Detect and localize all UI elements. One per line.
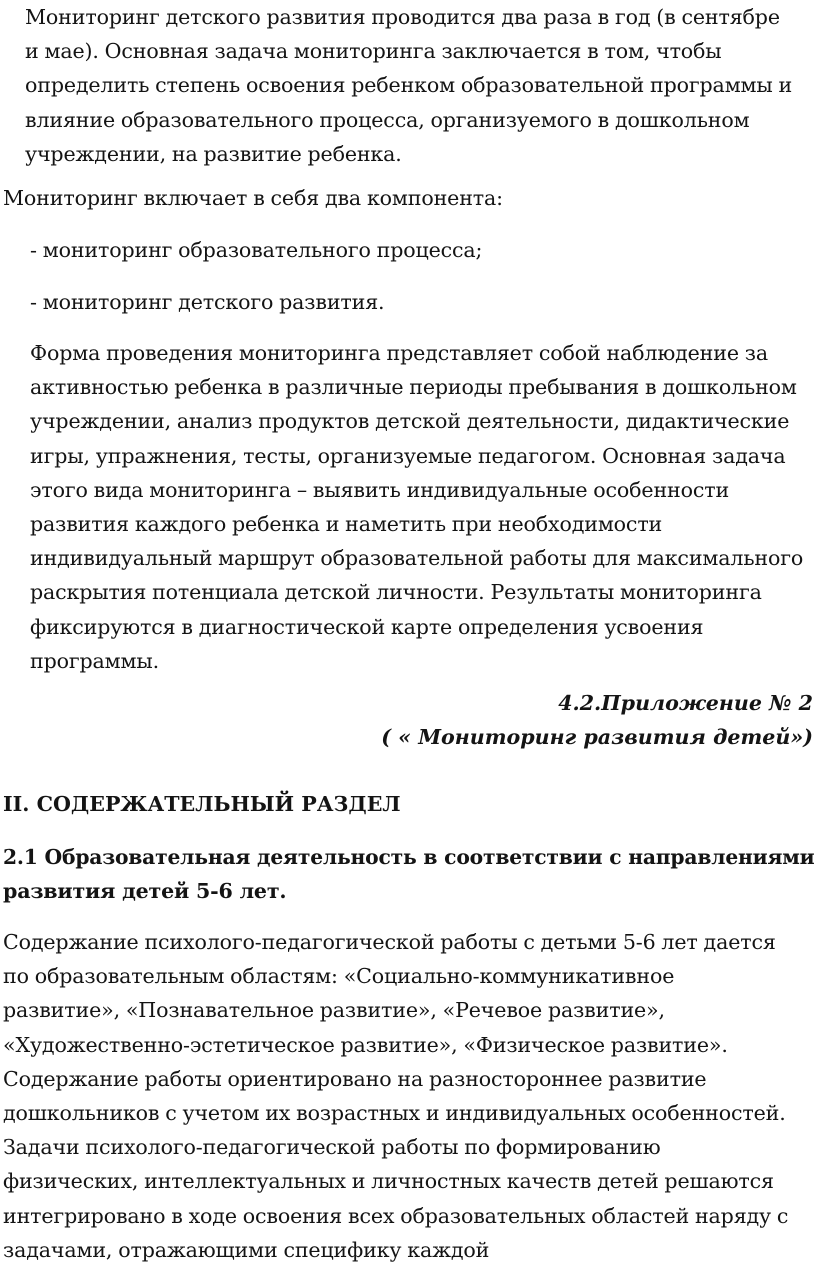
text-line: программы. <box>30 648 160 673</box>
text-line: развитие», «Познавательное развитие», «Речевое развитие», <box>3 998 665 1023</box>
appendix-title: ( « Мониторинг развития детей») <box>381 725 813 749</box>
text-line: этого вида мониторинга – выявить индивидуальные особенности <box>30 477 730 502</box>
text-line: Содержание работы ориентировано на разностороннее развитие <box>3 1066 707 1091</box>
section-heading: II. СОДЕРЖАТЕЛЬНЫЙ РАЗДЕЛ <box>3 792 401 816</box>
text-line: активностью ребенка в различные периоды пребывания в дошкольном <box>30 375 797 400</box>
text-line: интегрировано в ходе освоения всех образовательных областей наряду с <box>3 1203 789 1228</box>
text-line: раскрытия потенциала детской личности. Результаты мониторинга <box>30 580 762 605</box>
text-line: дошкольников с учетом их возрастных и индивидуальных особенностей. <box>3 1101 786 1126</box>
text-line: Мониторинг детского развития проводится два раза в год (в сентябре <box>25 5 780 29</box>
paragraph-monitoring-components: Мониторинг включает в себя два компонента: <box>3 186 503 210</box>
text-line: по образовательным областям: «Социально-коммуникативное <box>3 964 675 989</box>
list-item-child-development: - мониторинг детского развития. <box>30 290 385 314</box>
text-line: определить степень освоения ребенком образовательной программы и <box>25 73 793 98</box>
text-line: «Художественно-эстетическое развитие», «Физическое развитие». <box>3 1032 728 1057</box>
text-line: влияние образовательного процесса, организуемого в дошкольном <box>25 107 750 132</box>
text-line: задачами, отражающими специфику каждой <box>3 1237 490 1262</box>
text-line: 2.1 Образовательная деятельность в соответствии с направлениями <box>3 845 815 869</box>
appendix-number: 4.2.Приложение № 2 <box>558 691 813 715</box>
text-line: и мае). Основная задача мониторинга заключается в том, чтобы <box>25 39 722 64</box>
appendix-reference <box>213 686 813 754</box>
list-item-educational-process: - мониторинг образовательного процесса; <box>30 238 483 262</box>
paragraph-monitoring-intro <box>3 0 815 171</box>
text-line: развития каждого ребенка и наметить при необходимости <box>30 512 663 537</box>
text-line: Содержание психолого-педагогической работы с детьми 5-6 лет дается <box>3 930 776 954</box>
text-line: физических, интеллектуальных и личностных качеств детей решаются <box>3 1169 774 1194</box>
text-line: учреждении, на развитие ребенка. <box>25 141 402 166</box>
text-line: игры, упражнения, тесты, организуемые педагогом. Основная задача <box>30 443 786 468</box>
text-line: учреждении, анализ продуктов детской деятельности, дидактические <box>30 409 790 434</box>
subsection-heading <box>3 840 815 908</box>
paragraph-monitoring-form <box>3 336 815 678</box>
text-line: развития детей 5-6 лет. <box>3 879 287 904</box>
text-line: Задачи психолого-педагогической работы по формированию <box>3 1135 661 1160</box>
text-line: Форма проведения мониторинга представляет собой наблюдение за <box>30 341 768 365</box>
text-line: индивидуальный маршрут образовательной работы для максимального <box>30 546 804 571</box>
paragraph-content-areas <box>3 925 815 1267</box>
text-line: фиксируются в диагностической карте определения усвоения <box>30 614 704 639</box>
